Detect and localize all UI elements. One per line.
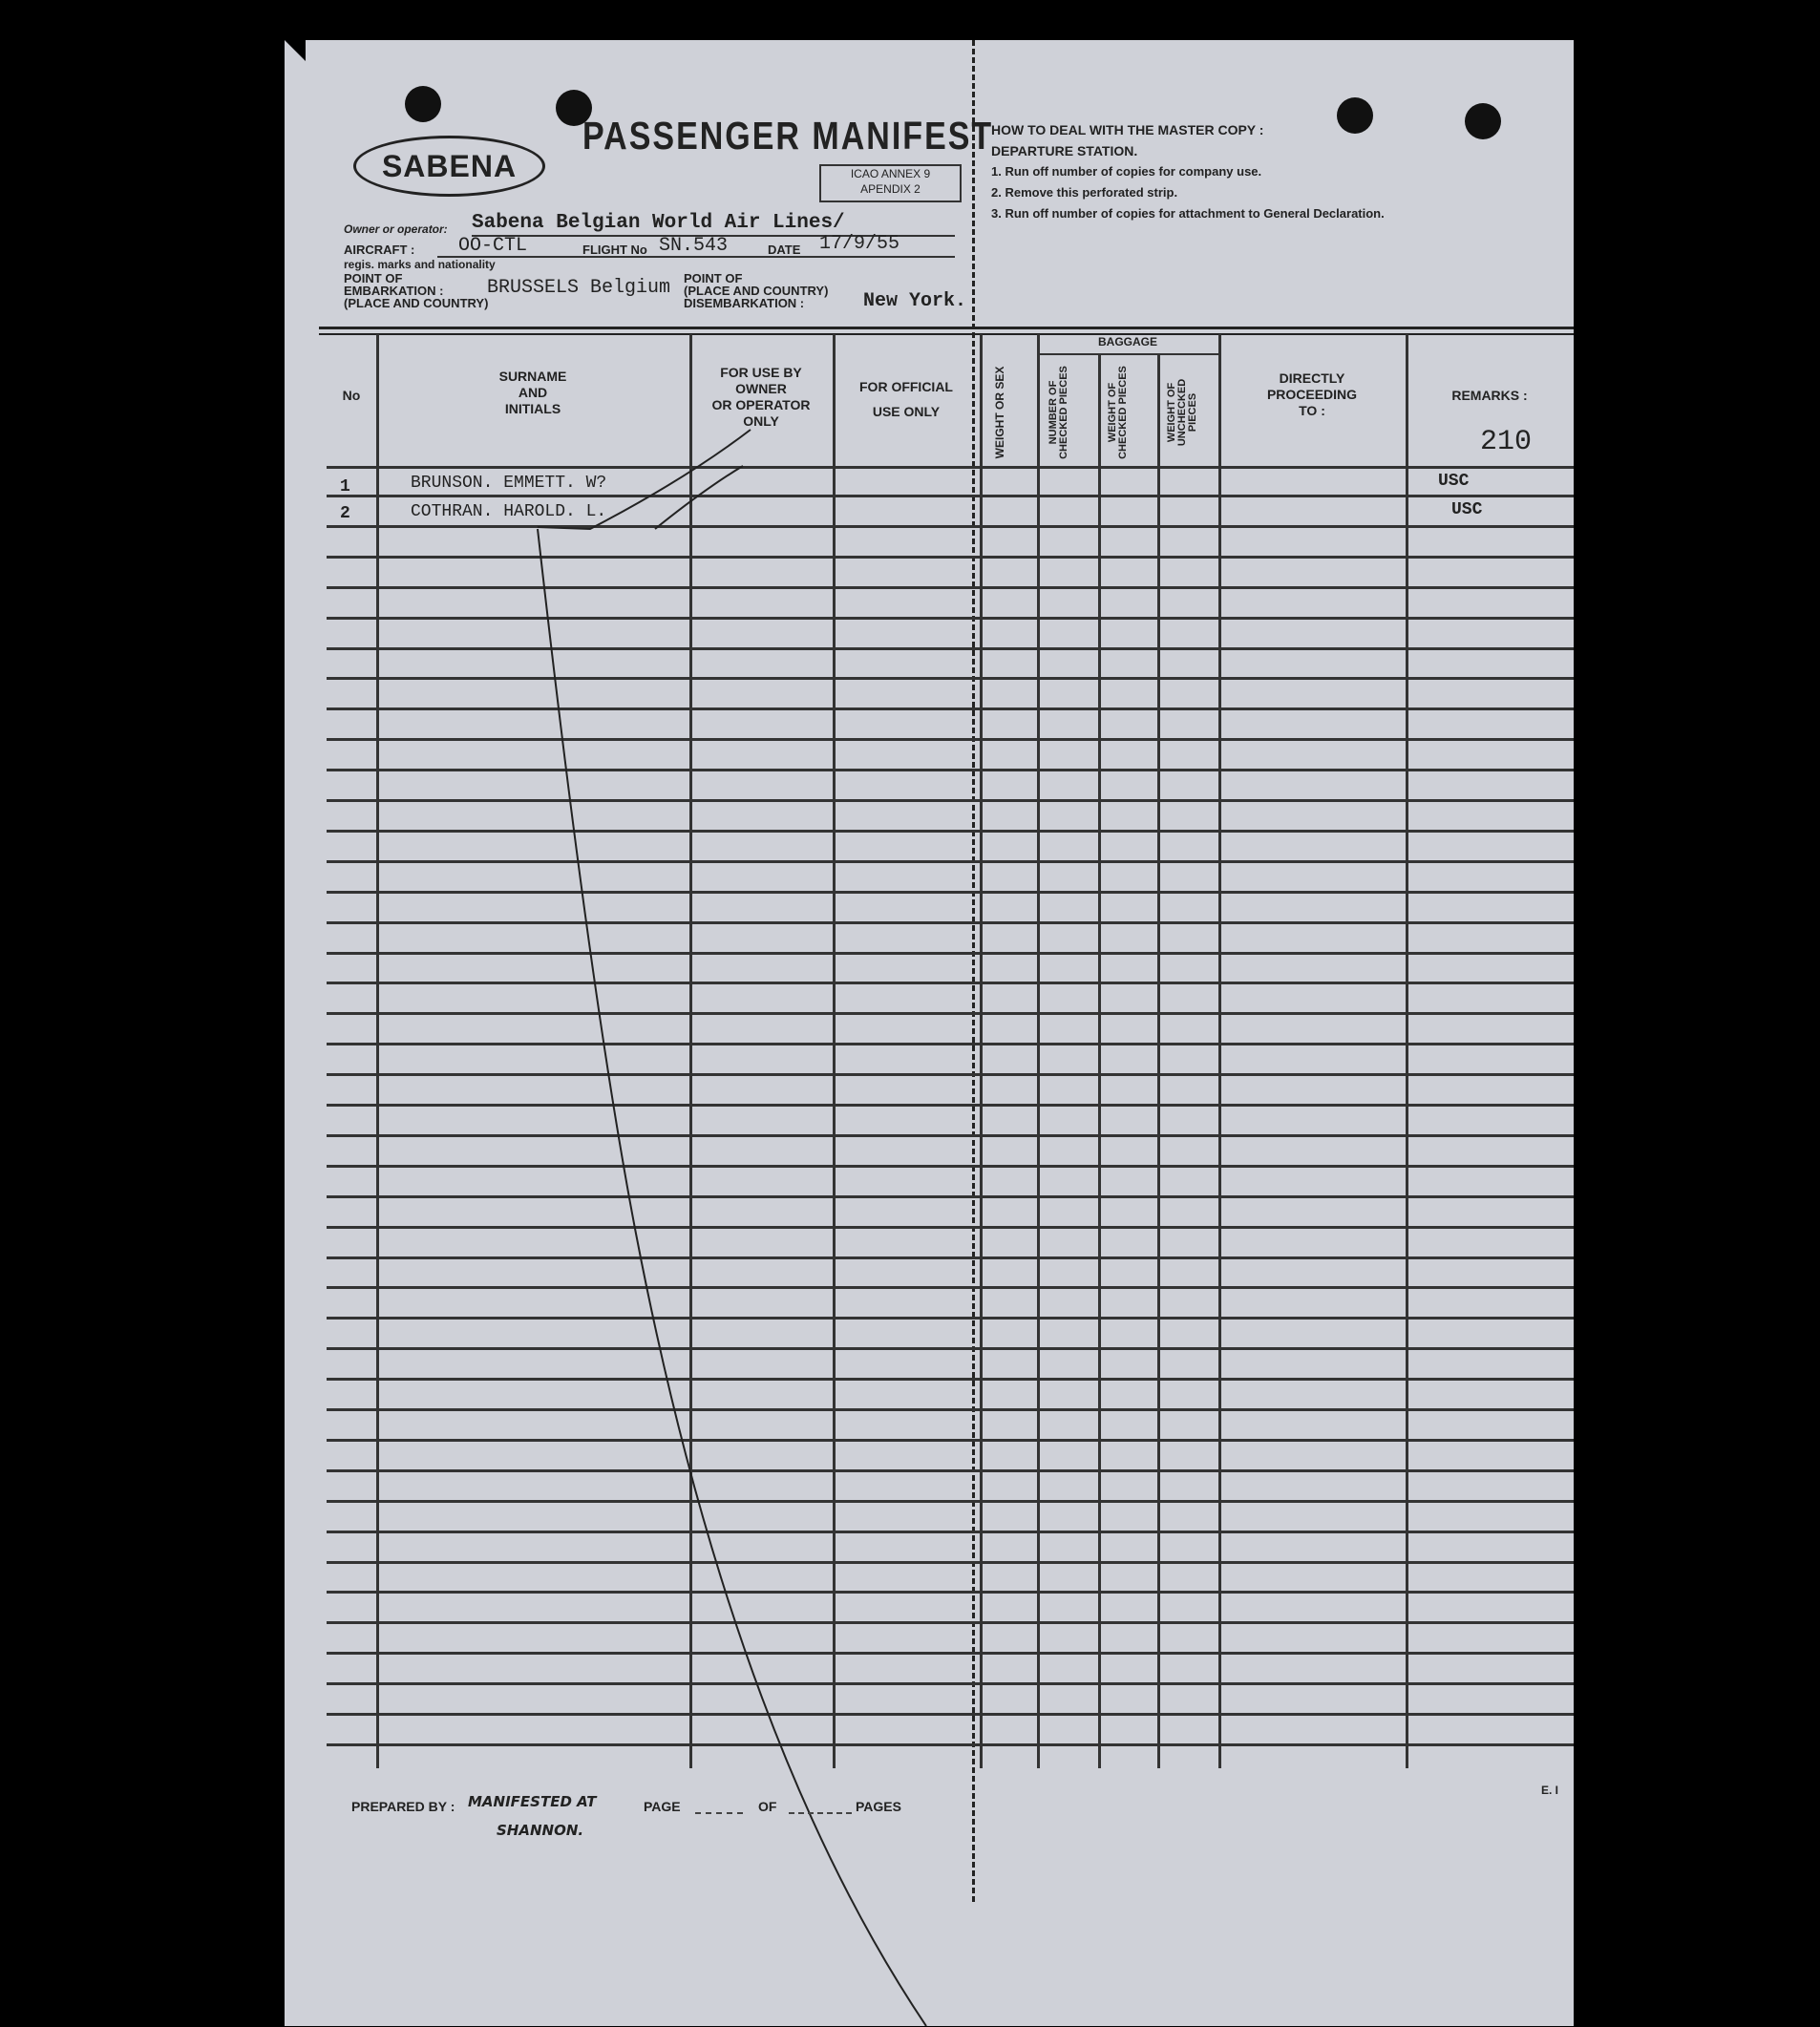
header-line: PROCEEDING — [1266, 387, 1358, 402]
col-num-checked-header: NUMBER OF CHECKED PIECES — [1048, 366, 1069, 459]
pages-label: PAGES — [856, 1799, 901, 1814]
flight-label: FLIGHT No — [582, 243, 647, 257]
prepared-by-label: PREPARED BY : — [351, 1799, 455, 1814]
passenger-no: 1 — [340, 477, 350, 496]
passenger-no: 2 — [340, 504, 350, 523]
passenger-name: COTHRAN. HAROLD. L. — [411, 502, 607, 521]
embark-label-2: EMBARKATION : — [344, 284, 444, 298]
instructions-title: HOW TO DEAL WITH THE MASTER COPY : — [991, 122, 1264, 137]
header-line: DIRECTLY — [1279, 370, 1345, 386]
of-label: OF — [758, 1799, 777, 1814]
header-line: OWNER — [735, 381, 787, 396]
prepared-by-value-line-2: SHANNON. — [497, 1822, 584, 1839]
passenger-remarks: USC — [1438, 472, 1470, 491]
page-blank — [695, 1812, 743, 1814]
date-label: DATE — [768, 243, 801, 257]
owner-label: Owner or operator: — [344, 222, 448, 236]
prepared-by-value-line-1: MANIFESTED AT — [468, 1793, 597, 1810]
aircraft-label: AIRCRAFT : — [344, 243, 415, 257]
embark-value: BRUSSELS Belgium — [487, 277, 671, 299]
header-line: OR OPERATOR — [711, 397, 811, 412]
owner-value: Sabena Belgian World Air Lines/ — [472, 212, 845, 234]
page-label: PAGE — [644, 1799, 681, 1814]
form-code: E. I — [1541, 1784, 1559, 1797]
embark-label-3: (PLACE AND COUNTRY) — [344, 296, 489, 310]
embark-label-1: POINT OF — [344, 271, 403, 285]
instruction-item: 2. Remove this perforated strip. — [991, 185, 1178, 200]
remarks-number: 210 — [1480, 426, 1533, 458]
col-weight-unchecked-header: WEIGHT OF UNCHECKED PIECES — [1166, 378, 1198, 447]
header-line: SURNAME — [498, 369, 567, 384]
aircraft-value: OO-CTL — [458, 235, 528, 257]
icao-line-1: ICAO ANNEX 9 — [850, 167, 931, 180]
flight-value: SN.543 — [659, 235, 729, 257]
header-line: ONLY — [743, 413, 779, 429]
col-baggage-header: BAGGAGE — [1097, 335, 1157, 348]
header-line: TO : — [1299, 403, 1325, 418]
col-weight-sex-header: WEIGHT OR SEX — [993, 366, 1006, 459]
header-line: INITIALS — [504, 401, 561, 416]
header-line: USE ONLY — [872, 404, 941, 419]
header-line: FOR USE BY — [720, 365, 802, 380]
instruction-item: 3. Run off number of copies for attachment to General Declaration. — [991, 206, 1385, 221]
col-weight-checked-header: WEIGHT OF CHECKED PIECES — [1107, 366, 1129, 459]
col-remarks-header: REMARKS : — [1451, 388, 1528, 403]
date-value: 17/9/55 — [819, 233, 900, 255]
passenger-remarks: USC — [1451, 500, 1483, 519]
disembark-value: New York. — [863, 290, 967, 312]
pen-strike-line — [285, 40, 1574, 2026]
instruction-item: 1. Run off number of copies for company use. — [991, 164, 1262, 179]
regis-label: regis. marks and nationality — [344, 258, 496, 271]
page-title: PASSENGER MANIFEST — [582, 115, 994, 158]
instructions-subtitle: DEPARTURE STATION. — [991, 143, 1138, 158]
icao-line-2: APENDIX 2 — [860, 182, 921, 196]
disembark-label-3: DISEMBARKATION : — [684, 296, 805, 310]
sabena-logo: SABENA — [353, 136, 545, 197]
header-line: AND — [518, 385, 548, 400]
manifest-paper — [285, 40, 1574, 2026]
pages-blank — [789, 1812, 852, 1814]
col-no-header: No — [342, 388, 361, 403]
disembark-label-1: POINT OF — [684, 271, 743, 285]
header-line: FOR OFFICIAL — [859, 379, 953, 394]
disembark-label-2: (PLACE AND COUNTRY) — [684, 284, 829, 298]
passenger-name: BRUNSON. EMMETT. W? — [411, 474, 607, 493]
